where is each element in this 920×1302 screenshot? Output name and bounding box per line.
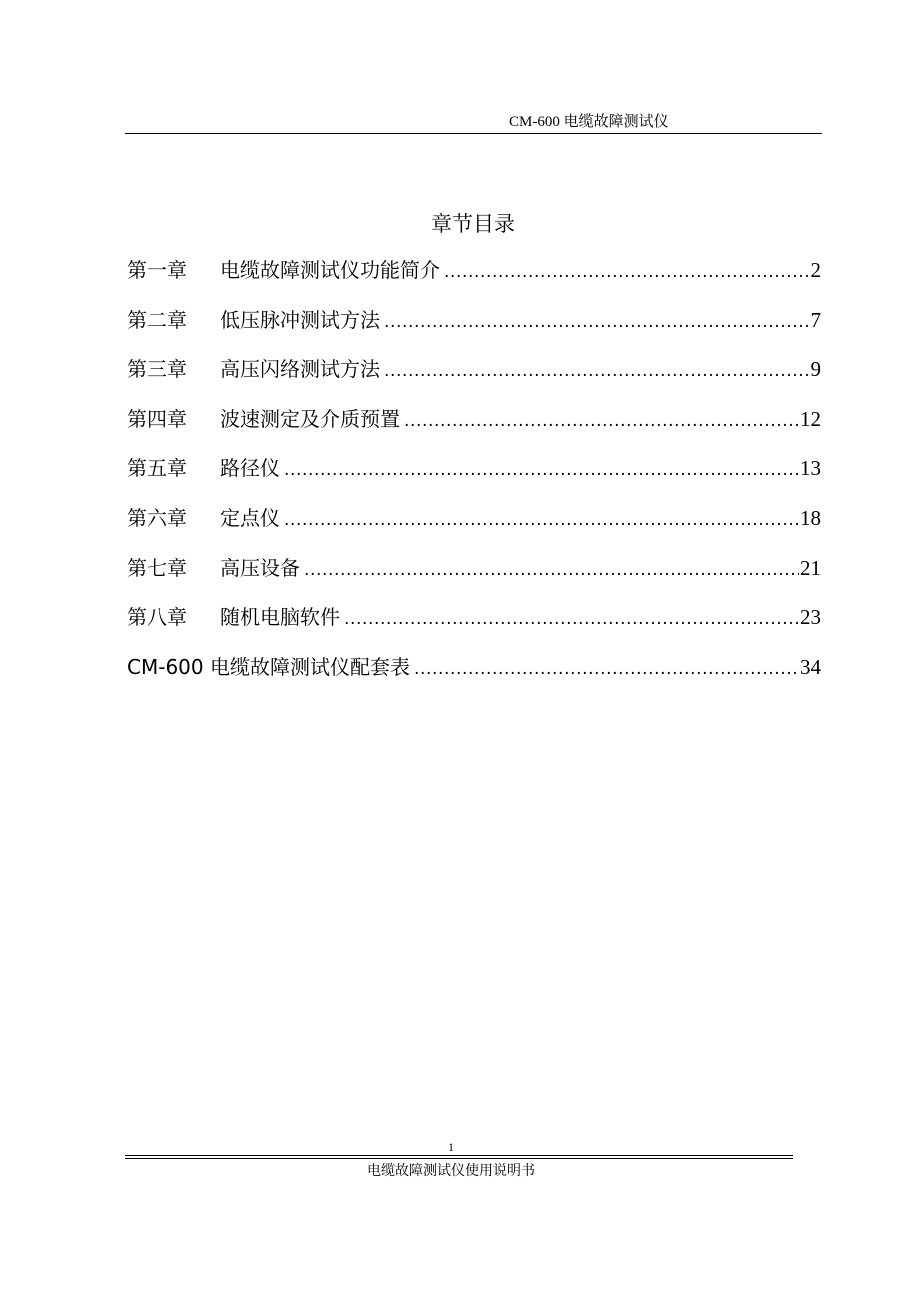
toc-entry-chapter-7[interactable] bbox=[127, 552, 821, 602]
toc-entry-chapter-3[interactable] bbox=[127, 353, 821, 403]
toc-heading: 电缆故障测试仪功能简介 bbox=[220, 258, 440, 282]
toc-page-number: 9 bbox=[810, 357, 821, 382]
toc-page-number: 18 bbox=[800, 505, 821, 530]
toc-page-number: 34 bbox=[800, 654, 821, 679]
toc-heading: 波速测定及介质预置 bbox=[220, 406, 400, 431]
toc-entry-chapter-2[interactable] bbox=[127, 304, 821, 354]
toc-entry-chapter-5[interactable] bbox=[127, 452, 821, 502]
toc-chapter-label: 第八章 bbox=[127, 605, 187, 630]
toc-chapter-label: 第二章 bbox=[127, 307, 187, 332]
toc-heading: 高压闪络测试方法 bbox=[220, 357, 380, 382]
toc-chapter-label: 第六章 bbox=[127, 505, 187, 530]
footer-rule-bottom bbox=[125, 1158, 793, 1159]
dot-leader bbox=[414, 659, 799, 679]
dot-leader bbox=[284, 460, 799, 480]
toc-page-number: 2 bbox=[810, 258, 821, 282]
toc-heading: 随机电脑软件 bbox=[220, 605, 340, 630]
toc-heading: 低压脉冲测试方法 bbox=[220, 307, 380, 332]
dot-leader bbox=[444, 262, 810, 282]
footer-text: 电缆故障测试仪使用说明书 bbox=[367, 1163, 535, 1179]
dot-leader bbox=[304, 560, 799, 580]
toc-page-number: 23 bbox=[800, 605, 821, 630]
toc-title: 章节目录 bbox=[431, 212, 515, 236]
header-rule bbox=[125, 133, 822, 134]
toc-page-number: 13 bbox=[800, 456, 821, 481]
dot-leader bbox=[284, 510, 799, 530]
header-title: CM-600 电缆故障测试仪 bbox=[509, 114, 669, 130]
toc-page-number: 7 bbox=[810, 307, 821, 332]
toc-entry-chapter-8[interactable] bbox=[127, 601, 821, 651]
dot-leader bbox=[404, 411, 799, 431]
toc-page-number: 12 bbox=[800, 406, 821, 431]
toc-heading: 路径仪 bbox=[220, 456, 280, 481]
table-of-contents bbox=[127, 254, 821, 700]
toc-heading: 高压设备 bbox=[220, 555, 300, 580]
toc-chapter-label: 第五章 bbox=[127, 456, 187, 481]
toc-page-number: 21 bbox=[800, 555, 821, 580]
toc-entry-chapter-4[interactable] bbox=[127, 403, 821, 453]
toc-heading: 定点仪 bbox=[220, 505, 280, 530]
dot-leader bbox=[384, 312, 810, 332]
toc-entry-appendix[interactable] bbox=[127, 651, 821, 701]
page-number: 1 bbox=[448, 1140, 454, 1154]
toc-chapter-label: 第三章 bbox=[127, 357, 187, 382]
toc-heading: CM-600 电缆故障测试仪配套表 bbox=[127, 654, 410, 679]
toc-chapter-label: 第一章 bbox=[127, 258, 187, 282]
toc-chapter-label: 第四章 bbox=[127, 406, 187, 431]
dot-leader bbox=[384, 361, 810, 381]
toc-entry-chapter-1[interactable] bbox=[127, 254, 821, 304]
toc-entry-chapter-6[interactable] bbox=[127, 502, 821, 552]
dot-leader bbox=[344, 609, 799, 629]
toc-chapter-label: 第七章 bbox=[127, 555, 187, 580]
footer-rule-top bbox=[125, 1155, 793, 1156]
